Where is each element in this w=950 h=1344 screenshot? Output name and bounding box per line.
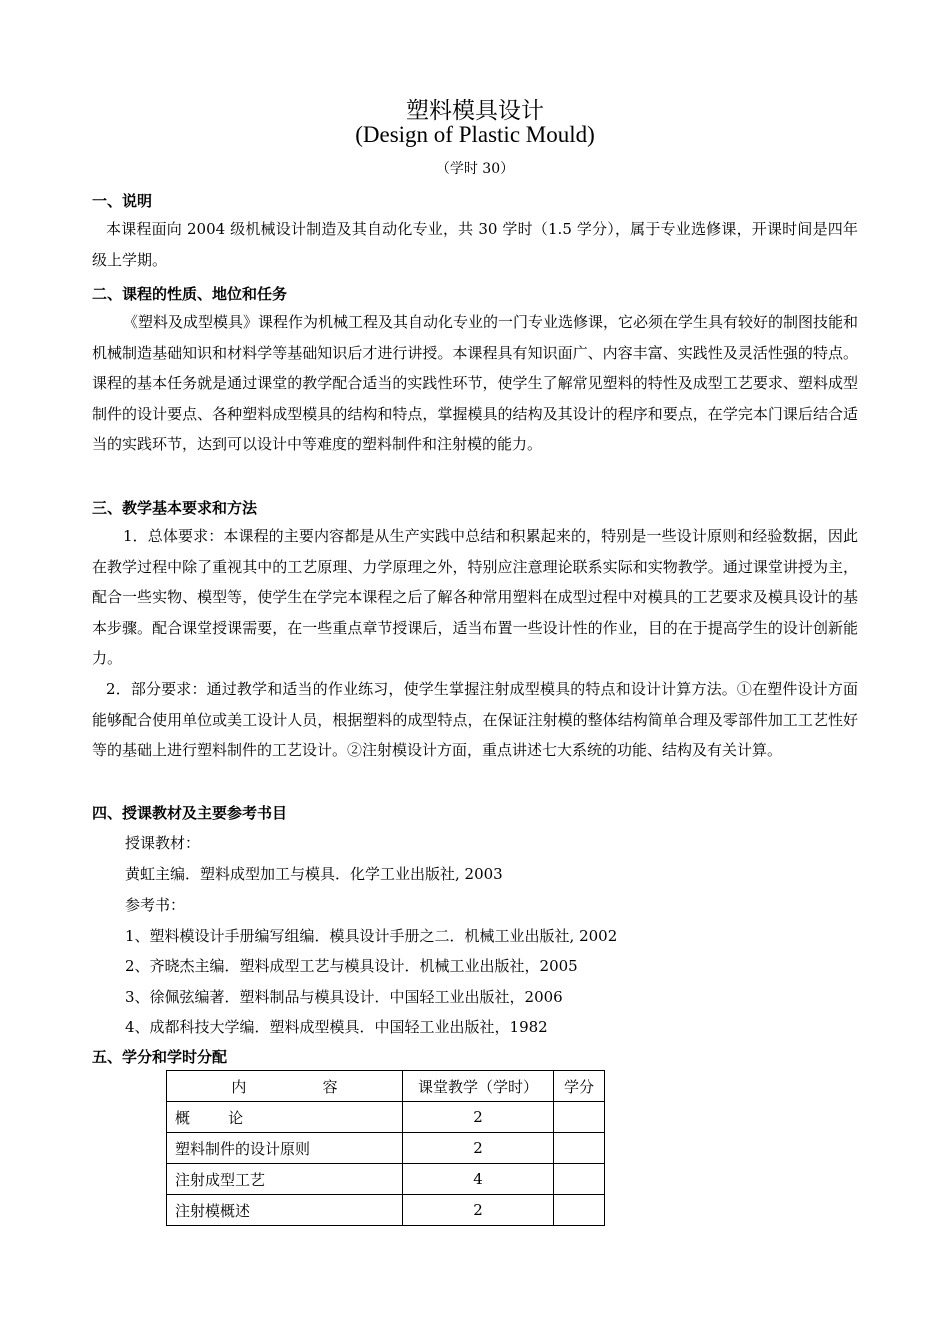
table-row xyxy=(167,1195,605,1226)
references-label: 参考书： xyxy=(125,896,186,914)
section-5-heading: 五、学分和学时分配 xyxy=(92,1048,228,1066)
section-3-para-1: 1．总体要求：本课程的主要内容都是从生产实践中总结和积累起来的，特别是一些设计原则和经验数据，因此在教学过程中除了重视其中的工艺原理、力学原理之外，特别应注意理论联系实际和实物教学。通过课堂讲授为主，配合一些实物、模型等，使学生在学完本课程之后了解各种常用塑料在成型过程中对模具的工艺要求及模具设计的基本步骤。配合课堂授课需要，在一些重点章节授课后，适当布置一些设计性的作业，目的在于提高学生的设计创新能力。 xyxy=(92,527,858,667)
reference-item: 4、成都科技大学编．塑料成型模具．中国轻工业出版社，1982 xyxy=(125,1018,548,1036)
header-class-hours: 课堂教学（学时） xyxy=(403,1071,554,1102)
section-2-heading: 二、课程的性质、地位和任务 xyxy=(92,285,288,303)
row-hours: 2 xyxy=(403,1195,554,1226)
title-chinese: 塑料模具设计 xyxy=(406,98,544,124)
textbook-entry: 黄虹主编．塑料成型加工与模具．化学工业出版社, 2003 xyxy=(125,865,503,883)
row-topic: 注射模概述 xyxy=(167,1195,403,1226)
row-credits xyxy=(554,1195,605,1226)
table-row xyxy=(167,1102,605,1133)
row-hours: 2 xyxy=(403,1102,554,1133)
textbook-label: 授课教材： xyxy=(125,834,201,852)
course-hours: （学时 30） xyxy=(435,161,515,177)
row-credits xyxy=(554,1133,605,1164)
section-1-heading: 一、说明 xyxy=(92,192,153,210)
table-header-row xyxy=(167,1071,605,1102)
credit-hours-table xyxy=(166,1070,605,1226)
header-credits: 学分 xyxy=(554,1071,605,1102)
row-hours: 4 xyxy=(403,1164,554,1195)
reference-item: 2、齐晓杰主编．塑料成型工艺与模具设计．机械工业出版社，2005 xyxy=(125,957,578,975)
table-row xyxy=(167,1164,605,1195)
section-3-heading: 三、教学基本要求和方法 xyxy=(92,499,258,517)
reference-item: 1、塑料模设计手册编写组编．模具设计手册之二．机械工业出版社, 2002 xyxy=(125,927,618,945)
row-credits xyxy=(554,1102,605,1133)
row-topic: 概 论 xyxy=(167,1102,403,1133)
row-hours: 2 xyxy=(403,1133,554,1164)
reference-item: 3、徐佩弦编著．塑料制品与模具设计．中国轻工业出版社，2006 xyxy=(125,988,563,1006)
table-row xyxy=(167,1133,605,1164)
section-4-heading: 四、授课教材及主要参考书目 xyxy=(92,804,288,822)
row-topic: 塑料制件的设计原则 xyxy=(167,1133,403,1164)
title-english: (Design of Plastic Mould) xyxy=(355,122,595,147)
header-content: 内 容 xyxy=(167,1071,403,1102)
row-credits xyxy=(554,1164,605,1195)
section-2-text: 《塑料及成型模具》课程作为机械工程及其自动化专业的一门专业选修课，它必须在学生具有较好的制图技能和机械制造基础知识和材料学等基础知识后才进行讲授。本课程具有知识面广、内容丰富、实践性及灵活性强的特点。课程的基本任务就是通过课堂的教学配合适当的实践性环节，使学生了解常见塑料的特性及成型工艺要求、塑料成型制件的设计要点、各种塑料成型模具的结构和特点，掌握模具的结构及其设计的程序和要点，在学完本门课后结合适当的实践环节，达到可以设计中等难度的塑料制件和注射模的能力。 xyxy=(92,313,859,453)
section-3-para-2: 2．部分要求：通过教学和适当的作业练习，使学生掌握注射成型模具的特点和设计计算方法。①在塑件设计方面能够配合使用单位或美工设计人员，根据塑料的成型特点，在保证注射模的整体结构简单合理及零部件加工工艺性好等的基础上进行塑料制件的工艺设计。②注射模设计方面，重点讲述七大系统的功能、结构及有关计算。 xyxy=(92,680,858,759)
row-topic: 注射成型工艺 xyxy=(167,1164,403,1195)
section-1-text: 本课程面向 2004 级机械设计制造及其自动化专业，共 30 学时（1.5 学分），属于专业选修课，开课时间是四年级上学期。 xyxy=(92,220,858,269)
